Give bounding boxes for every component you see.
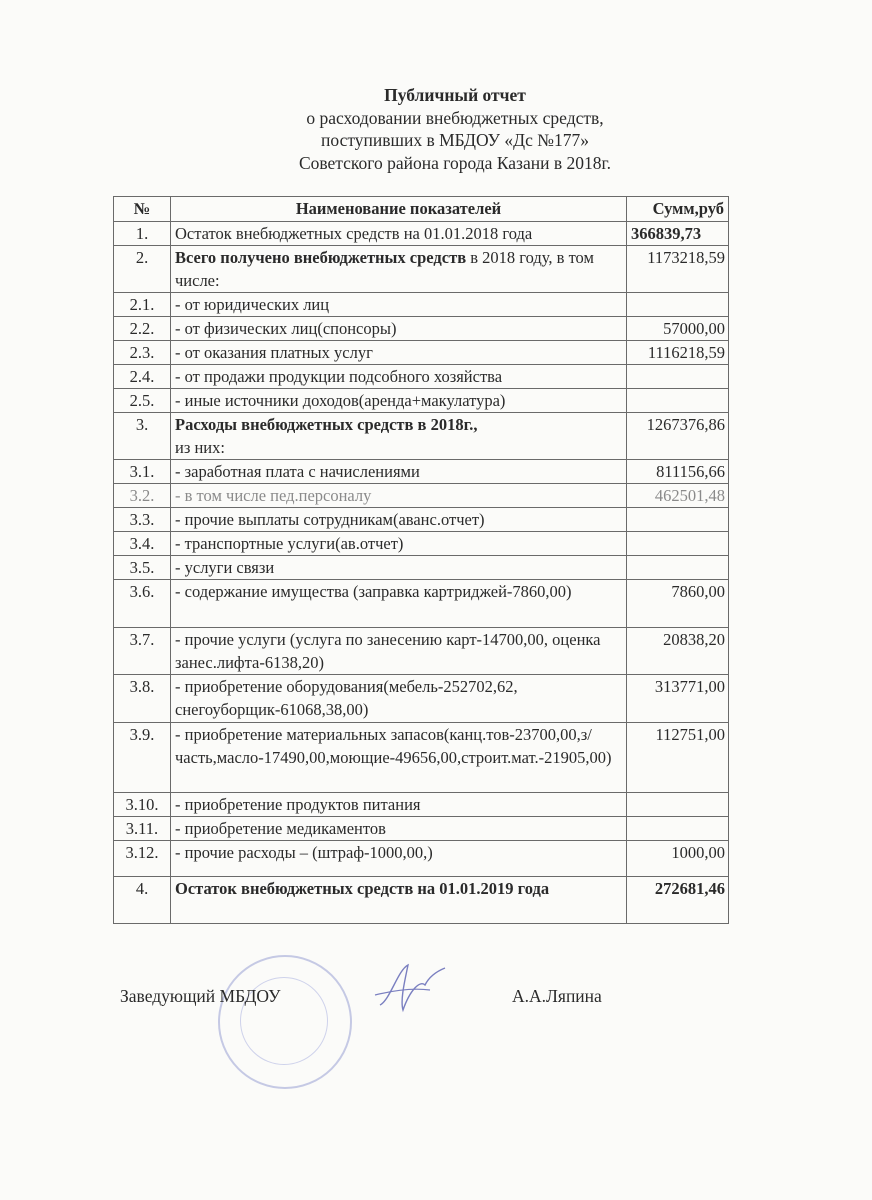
table-row [114,246,729,293]
row-name-rest: в 2018 году, в том числе: [175,248,594,290]
row-value: 462501,48 [627,484,729,508]
row-value: 112751,00 [627,723,729,793]
row-number: 1. [114,222,171,246]
row-value [627,556,729,580]
row-value [627,389,729,413]
table-row [114,817,729,841]
row-name: - в том числе пед.персоналу [171,484,627,508]
table-row [114,317,729,341]
row-value: 7860,00 [627,580,729,628]
table-row [114,222,729,246]
table-row [114,508,729,532]
table-row [114,293,729,317]
row-number: 2.5. [114,389,171,413]
row-number: 2.1. [114,293,171,317]
header-name: Наименование показателей [171,197,627,222]
row-number: 3.2. [114,484,171,508]
header-num: № [114,197,171,222]
row-name: - от оказания платных услуг [171,341,627,365]
row-name: - иные источники доходов(аренда+макулатура) [171,389,627,413]
row-name: - заработная плата с начислениями [171,460,627,484]
row-value: 20838,20 [627,628,729,675]
row-number: 3.6. [114,580,171,628]
row-name: - приобретение медикаментов [171,817,627,841]
header-sum: Сумм,руб [627,197,729,222]
table-row [114,389,729,413]
row-value: 811156,66 [627,460,729,484]
row-number: 3.3. [114,508,171,532]
row-value: 57000,00 [627,317,729,341]
row-name: - от продажи продукции подсобного хозяйства [171,365,627,389]
row-number: 3.10. [114,793,171,817]
row-number: 4. [114,877,171,924]
table-row [114,793,729,817]
report-table [113,196,729,924]
title-line: о расходовании внебюджетных средств, [306,107,604,128]
row-value [627,817,729,841]
row-number: 2. [114,246,171,293]
row-number: 3.12. [114,841,171,877]
table-row [114,723,729,793]
row-value: 1000,00 [627,841,729,877]
row-value: 1173218,59 [627,246,729,293]
table-row [114,460,729,484]
table-row [114,877,729,924]
table-row [114,580,729,628]
row-number: 3.1. [114,460,171,484]
row-value [627,365,729,389]
row-name: - приобретение продуктов питания [171,793,627,817]
signature [370,960,450,1020]
title-line: поступивших в МБДОУ «Дс №177» [321,130,589,150]
row-name: - приобретение материальных запасов(канц.тов-23700,00,з/часть,масло-17490,00,моющие-49656,00,строит.мат.-21905,00) [171,723,627,793]
row-number: 3.5. [114,556,171,580]
row-name: - прочие расходы – (штраф-1000,00,) [171,841,627,877]
row-number: 3.7. [114,628,171,675]
row-number: 2.4. [114,365,171,389]
row-value: 272681,46 [627,877,729,924]
table-row [114,556,729,580]
row-value: 1267376,86 [627,413,729,460]
title-line: Советского района города Казани в 2018г. [298,152,612,173]
row-number: 2.2. [114,317,171,341]
row-value [627,532,729,556]
row-name [171,246,627,293]
row-name: Остаток внебюджетных средств на 01.01.2019 года [171,877,627,924]
row-value: 1116218,59 [627,341,729,365]
document-title [0,84,872,174]
row-value [627,793,729,817]
row-name: Остаток внебюджетных средств на 01.01.2018 года [171,222,627,246]
row-value [627,508,729,532]
row-name: - содержание имущества (заправка картриджей-7860,00) [171,580,627,628]
row-name: - транспортные услуги(ав.отчет) [171,532,627,556]
row-number: 2.3. [114,341,171,365]
row-name: - услуги связи [171,556,627,580]
signatory-position: Заведующий МБДОУ [120,986,281,1006]
table-row [114,532,729,556]
row-name: - от физических лиц(спонсоры) [171,317,627,341]
row-name: - от юридических лиц [171,293,627,317]
row-name: - прочие услуги (услуга по занесению карт-14700,00, оценка занес.лифта-6138,20) [171,628,627,675]
row-number: 3.11. [114,817,171,841]
signatory-name: А.А.Ляпина [512,986,602,1006]
row-number: 3.4. [114,532,171,556]
table-row [114,365,729,389]
row-name [171,413,627,460]
row-number: 3. [114,413,171,460]
title-heading: Публичный отчет [384,85,526,105]
table-row [114,675,729,723]
row-value [627,293,729,317]
official-stamp [218,955,352,1089]
table-row [114,841,729,877]
table-row [114,413,729,460]
row-name: - приобретение оборудования(мебель-252702,62, снегоуборщик-61068,38,00) [171,675,627,723]
row-value: 313771,00 [627,675,729,723]
row-number: 3.8. [114,675,171,723]
row-name-bold: Расходы внебюджетных средств в 2018г., [175,415,478,434]
table-row [114,484,729,508]
row-number: 3.9. [114,723,171,793]
table-row [114,628,729,675]
row-value: 366839,73 [627,222,729,246]
row-name-rest: из них: [175,438,225,457]
row-name: - прочие выплаты сотрудникам(аванс.отчет) [171,508,627,532]
row-name-bold: Всего получено внебюджетных средств [175,248,467,267]
table-row [114,341,729,365]
table-header-row [114,197,729,222]
